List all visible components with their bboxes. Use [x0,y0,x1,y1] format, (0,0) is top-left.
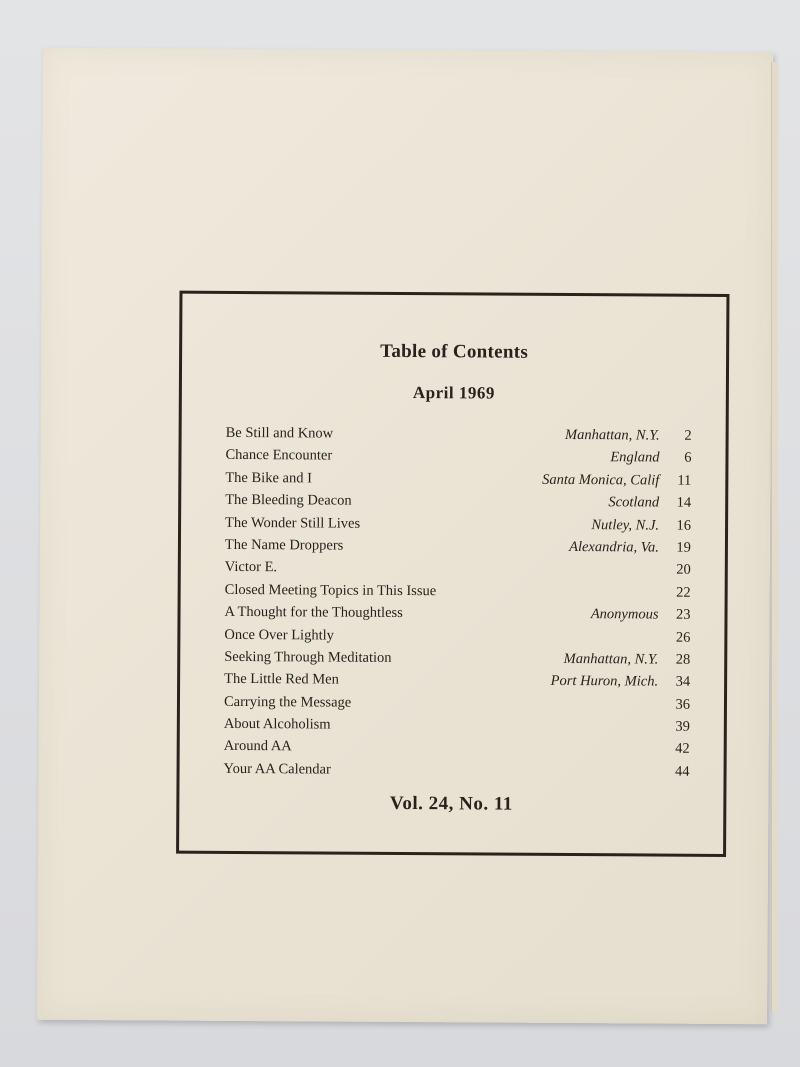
volume-number: Vol. 24, No. 11 [389,792,513,815]
table-of-contents-box [176,291,729,857]
entry-title: The Name Droppers [224,536,344,554]
entry-location: Scotland [608,494,660,511]
toc-list [224,422,692,783]
toc-entry [224,691,690,716]
toc-entry [225,511,691,536]
entry-title: Victor E. [224,559,278,576]
entry-title: The Wonder Still Lives [225,514,361,532]
entry-location: Alexandria, Va. [569,538,659,556]
toc-entry [224,646,690,671]
entry-title: Your AA Calendar [223,760,331,778]
toc-entry [224,735,690,760]
entry-location: England [610,449,660,466]
entry-title: Around AA [223,738,292,755]
toc-entry [225,489,691,514]
entry-location: Manhattan, N.Y. [565,426,660,444]
entry-title: The Bike and I [225,469,312,487]
page-edge [771,62,778,1012]
entry-page: 26 [675,629,691,646]
toc-entry [225,467,691,492]
entry-page: 23 [675,606,691,623]
toc-entry [225,556,691,581]
entry-page: 22 [676,584,691,601]
entry-page: 6 [684,450,692,467]
entry-page: 44 [675,763,690,780]
entry-location: Santa Monica, Calif [542,471,660,489]
entry-title: Closed Meeting Topics in This Issue [224,581,437,599]
toc-entry [225,444,691,469]
entry-title: Once Over Lightly [224,626,334,644]
entry-title: About Alcoholism [223,715,331,733]
entry-page: 34 [675,673,691,691]
toc-entry [224,601,690,626]
toc-entry [224,623,690,648]
entry-title: The Bleeding Deacon [225,492,352,509]
entry-page: 2 [684,427,692,444]
entry-page: 19 [676,539,691,556]
entry-page: 42 [675,741,690,758]
entry-page: 11 [677,472,692,489]
entry-title: The Little Red Men [224,671,339,688]
entry-page: 14 [676,494,692,511]
toc-entry [224,758,690,783]
toc-entry [224,713,690,738]
toc-entry [225,579,691,604]
entry-title: A Thought for the Thoughtless [224,604,403,622]
toc-title: Table of Contents [380,340,529,363]
entry-page: 39 [675,718,690,735]
toc-entry [225,534,691,559]
entry-page: 16 [676,517,692,534]
entry-location: Nutley, N.J. [591,516,660,534]
entry-title: Chance Encounter [225,447,333,464]
entry-title: Seeking Through Meditation [224,648,392,666]
issue-date: April 1969 [412,383,495,403]
toc-entry [226,422,692,447]
entry-title: Carrying the Message [223,693,352,711]
entry-page: 36 [675,696,691,713]
entry-title: Be Still and Know [225,424,334,442]
entry-location: Port Huron, Mich. [550,673,659,690]
entry-location: Anonymous [590,606,659,623]
toc-entry [224,668,690,693]
entry-page: 20 [676,562,691,579]
magazine-page [37,48,773,1024]
entry-location: Manhattan, N.Y. [563,650,659,668]
entry-page: 28 [675,651,691,668]
